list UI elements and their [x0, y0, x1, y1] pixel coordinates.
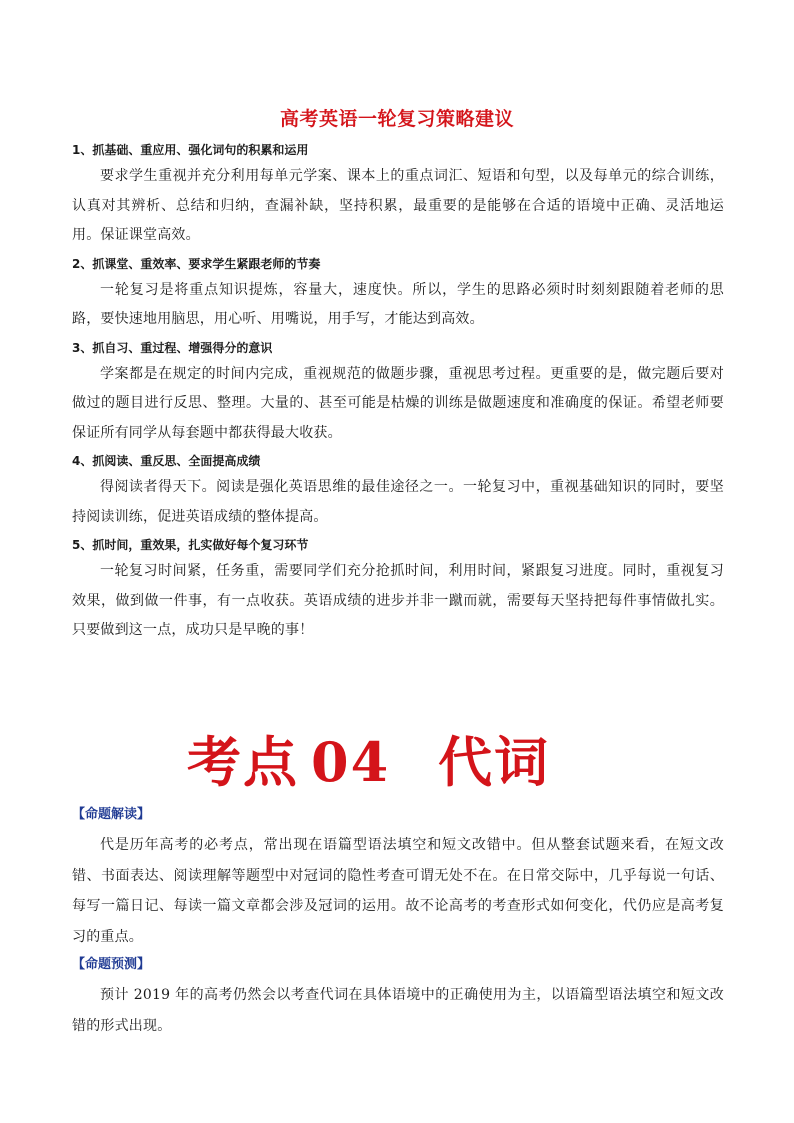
document-title: 高考英语一轮复习策略建议: [279, 108, 514, 130]
section-body: 一轮复习是将重点知识提炼，容量大，速度快。所以，学生的思路必须时时刻刻跟随着老师的思路，要快速地用脑思，用心听、用嘴说，用手写，才能达到高效。: [72, 281, 724, 327]
topic-analysis: [72, 802, 724, 1041]
section-5: [72, 533, 724, 646]
section-heading: 3、抓自习、重过程、增强得分的意识: [72, 340, 273, 355]
topic-prefix: 考点: [187, 730, 299, 794]
strategy-sections: [72, 138, 724, 647]
section-heading: 1、抓基础、重应用、强化词句的积累和运用: [72, 143, 309, 157]
section-heading: 4、抓阅读、重反思、全面提高成绩: [72, 454, 261, 468]
section-2: [72, 252, 724, 335]
topic-number: 04: [311, 730, 391, 794]
interpretation-heading: 【命题解读】: [72, 807, 151, 822]
prediction-heading: 【命题预测】: [72, 957, 151, 972]
topic-title: [187, 722, 550, 802]
section-body: 一轮复习时间紧，任务重，需要同学们充分抢抓时间，利用时间，紧跟复习进度。同时，重视复习效果，做到做一件事，有一点收获。英语成绩的进步并非一蹴而就，需要每天坚持把每件事情做扎实。只要做到这一点，成功只是早晚的事！: [72, 563, 724, 638]
section-body: 要求学生重视并充分利用每单元学案、课本上的重点词汇、短语和句型，以及每单元的综合训练，认真对其辨析、总结和归纳，查漏补缺，坚持积累，最重要的是能够在合适的语境中正确、灵活地运用。保证课堂高效。: [72, 168, 724, 243]
section-body: 得阅读者得天下。阅读是强化英语思维的最佳途径之一。一轮复习中，重视基础知识的同时，要坚持阅读训练，促进英语成绩的整体提高。: [72, 479, 724, 525]
section-body: 学案都是在规定的时间内完成，重视规范的做题步骤，重视思考过程。更重要的是，做完题后要对做过的题目进行反思、整理。大量的、甚至可能是枯燥的训练是做题速度和准确度的保证。希望老师要保证所有同学从每套题中都获得最大收获。: [72, 365, 724, 441]
section-4: [72, 449, 724, 532]
prediction-body: 预计 2019 年的高考仍然会以考查代词在具体语境中的正确使用为主，以语篇型语法填空和短文改错的形式出现。: [72, 987, 724, 1034]
section-1: [72, 138, 724, 251]
section-heading: 2、抓课堂、重效率、要求学生紧跟老师的节奏: [72, 256, 321, 271]
section-heading: 5、抓时间，重效果，扎实做好每个复习环节: [72, 538, 309, 552]
interpretation-body: 代是历年高考的必考点，常出现在语篇型语法填空和短文改错中。但从整套试题来看，在短文改错、书面表达、阅读理解等题型中对冠词的隐性考查可谓无处不在。在日常交际中，几乎每说一句话、每写一篇日记、每读一篇文章都会涉及冠词的运用。故不论高考的考查形式如何变化，代仍应是高考复习的重点。: [72, 837, 724, 945]
topic-name: 代词: [438, 730, 551, 794]
section-3: [72, 336, 724, 449]
